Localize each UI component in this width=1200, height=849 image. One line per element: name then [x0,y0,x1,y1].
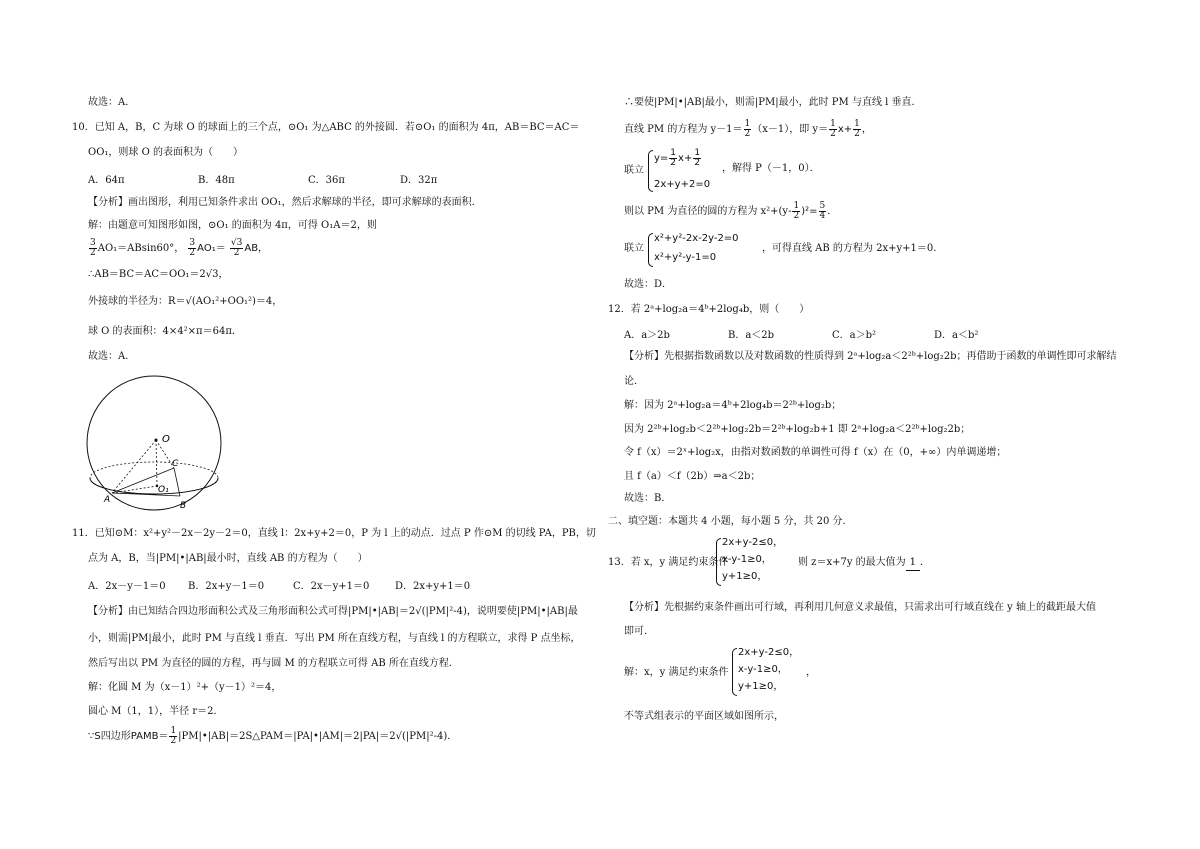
label-b: B [180,501,187,511]
question-13: 13．若 x，y 满足约束条件 2x+y-2≤0， x-y-1≥0， y+1≥0， 则 z＝x+7y 的最大值为 1 ． [608,536,1088,586]
question-10-solution-5: 球 O 的表面积：4×4²×π＝64π． [88,326,242,337]
question-11-solution-2: 圆心 M（1，1），半径 r＝2． [88,706,224,717]
option-d: D．a＜b² [934,330,979,341]
question-12-answer: 故选：B． [624,493,672,504]
question-11-analysis-1: 【分析】由已知结合四边形面积公式及三角形面积公式可得|PM|•|AB|＝2√(|PM|²-4)，说明要使|PM|•|AB|最 [88,606,578,617]
fraction: $\frac{1}{2}$ [854,119,860,139]
fraction: $\frac{√3}{2}$ [230,238,243,258]
option-c: C．2x－y+1＝0 [293,581,370,592]
question-10-stem: 10．已知 A，B，C 为球 O 的球面上的三个点，⊙O₁ 为△ABC 的外接圆．若⊙O₁ 的面积为 4π，AB＝BC＝AC＝ [72,122,580,133]
fraction: $\frac{3}{2}$ [189,238,196,258]
question-12-options [624,326,1104,340]
label-o: O [162,434,170,445]
question-11-solution-3: ∵S四边形PAMB＝ $\frac{1}{2}$ |PM|•|AB|＝2S△PAM＝|PA|•|AM|＝2|PA|＝2√(|PM|²-4)． [88,726,458,746]
question-13-analysis-2: 即可． [624,626,654,637]
question-13-solution-last: 不等式组表示的平面区域如图所示， [624,711,784,722]
question-10-solution-3: ∴AB＝BC＝AC＝OO₁＝2√3， [88,269,229,280]
answer-line: 故选：A． [88,97,136,108]
option-c: C．36π [308,175,345,186]
option-d: D．2x+y+1＝0 [395,581,471,592]
question-12-solution-1: 解：因为 2ᵃ+log₂a＝4ᵇ+2log₄b＝2²ᵇ+log₂b； [624,400,842,411]
line-r6: 故选：D． [624,279,673,290]
question-12-solution-2: 因为 2²ᵇ+log₂b＜2²ᵇ+log₂2b＝2²ᵇ+log₂b+1 即 2ᵃ+log₂a＜2²ᵇ+log₂2b； [624,424,971,435]
question-12-analysis-2: 论． [624,376,644,387]
question-13-analysis-1: 【分析】先根据约束条件画出可行域，再利用几何意义求最值，只需求出可行域直线在 y 轴上的截距最大值 [624,602,1097,613]
option-b: B．a＜2b [728,330,775,341]
option-c: C．a＞b² [832,330,877,341]
question-10-answer: 故选：A． [88,351,136,362]
option-b: B．2x+y－1＝0 [188,581,265,592]
question-11-analysis-3: 然后写出以 PM 为直径的圆的方程，再与圆 M 的方程联立可得 AB 所在直线方程． [88,658,459,669]
label-o1: O₁ [158,485,169,495]
line-r4: 则以 PM 为直径的圆的方程为 x²+(y- $\frac{1}{2}$ )²= $\frac{5}{4}$ ． [624,201,838,221]
fraction: $\frac{5}{4}$ [819,201,826,221]
question-10-solution-4: 外接球的半径为：R＝√(AO₁²+OO₁²)＝4， [88,296,283,307]
fraction: $\frac{3}{2}$ [90,238,96,258]
question-11-analysis-2: 小，则需|PM|最小，此时 PM 与直线 l 垂直．写出 PM 所在直线方程，与直线 l 的方程联立，求得 P 点坐标， [88,633,581,644]
question-11-options [88,577,568,591]
question-10-solution-2: $\frac{3}{2}$ AO₁＝ABsin60°， $\frac{3}{2}$ AO₁＝ $\frac{√3}{2}$ AB， [90,238,269,258]
fraction: $\frac{1}{2}$ [830,119,836,139]
section-2-header: 二、填空题：本题共 4 小题，每小题 5 分，共 20 分． [608,516,853,527]
option-a: A．2x－y－1＝0 [88,581,166,592]
option-a: A．64π [88,175,125,186]
question-10-stem-cont: OO₁，则球 O 的表面积为（ ） [88,147,243,158]
sphere-figure [84,368,224,518]
fraction: $\frac{1}{2}$ [170,726,177,746]
system-1: 联立 y= $\frac{1}{2}$ x+ $\frac{1}{2}$ 2x+y+2=0 ，解得 P（－1，0）． [624,147,820,190]
option-d: D．32π [400,175,438,186]
question-10-options [88,171,568,185]
fraction: $\frac{1}{2}$ [694,147,701,168]
question-12-solution-3: 令 f（x）＝2ˣ+log₂x，由指对数函数的单调性可得 f（x）在（0，+∞）内单调递增； [624,447,1007,458]
system-2: 联立 x²+y²-2x-2y-2=0 x²+y²-y-1=0 ，可得直线 AB 的方程为 2x+y+1＝0． [624,232,1024,268]
line-r2: 直线 PM 的方程为 y－1＝ $\frac{1}{2}$ （x－1），即 y＝ $\frac{1}{2}$ x+ $\frac{1}{2}$ ， [624,119,872,139]
fraction: $\frac{1}{2}$ [793,201,800,221]
question-10-solution-1: 解：由题意可知图形如图，⊙O₁ 的面积为 4π，可得 O₁A＝2，则 [88,220,377,231]
option-a: A．a＞2b [624,330,670,341]
question-11-stem-cont: 点为 A，B，当|PM|•|AB|最小时，直线 AB 的方程为（ ） [88,553,368,564]
question-11-solution-1: 解：化圆 M 为（x－1）²+（y－1）²＝4， [88,682,282,693]
question-10-analysis: 【分析】画出图形，利用已知条件求出 OO₁，然后求解球的半径，即可求解球的表面积． [88,197,482,208]
option-b: B．48π [198,175,235,186]
question-12-stem: 12．若 2ᵃ+log₂a＝4ᵇ+2log₄b，则（ ） [608,304,810,315]
label-a: A [104,495,111,505]
question-11-stem: 11．已知⊙M：x²+y²－2x－2y－2＝0，直线 l：2x+y+2＝0，P 为 l 上的动点．过点 P 作⊙M 的切线 PA，PB，切 [72,528,596,539]
label-c: C [172,459,179,469]
question-12-analysis-1: 【分析】先根据指数函数以及对数函数的性质得到 2ᵃ+log₂a＜2²ᵇ+log₂2b；再借助于函数的单调性即可求解结 [624,351,1117,362]
answer-blank: 1 [906,556,920,571]
question-13-solution: 解：x，y 满足约束条件 2x+y-2≤0， x-y-1≥0， y+1≥0， ， [624,646,1024,696]
fraction: $\frac{1}{2}$ [670,147,677,168]
line-r1: ∴要使|PM|•|AB|最小，则需|PM|最小，此时 PM 与直线 l 垂直． [624,97,922,108]
fraction: $\frac{1}{2}$ [744,119,751,139]
question-12-solution-4: 且 f（a）＜f（2b）⇒a＜2b； [624,471,761,482]
